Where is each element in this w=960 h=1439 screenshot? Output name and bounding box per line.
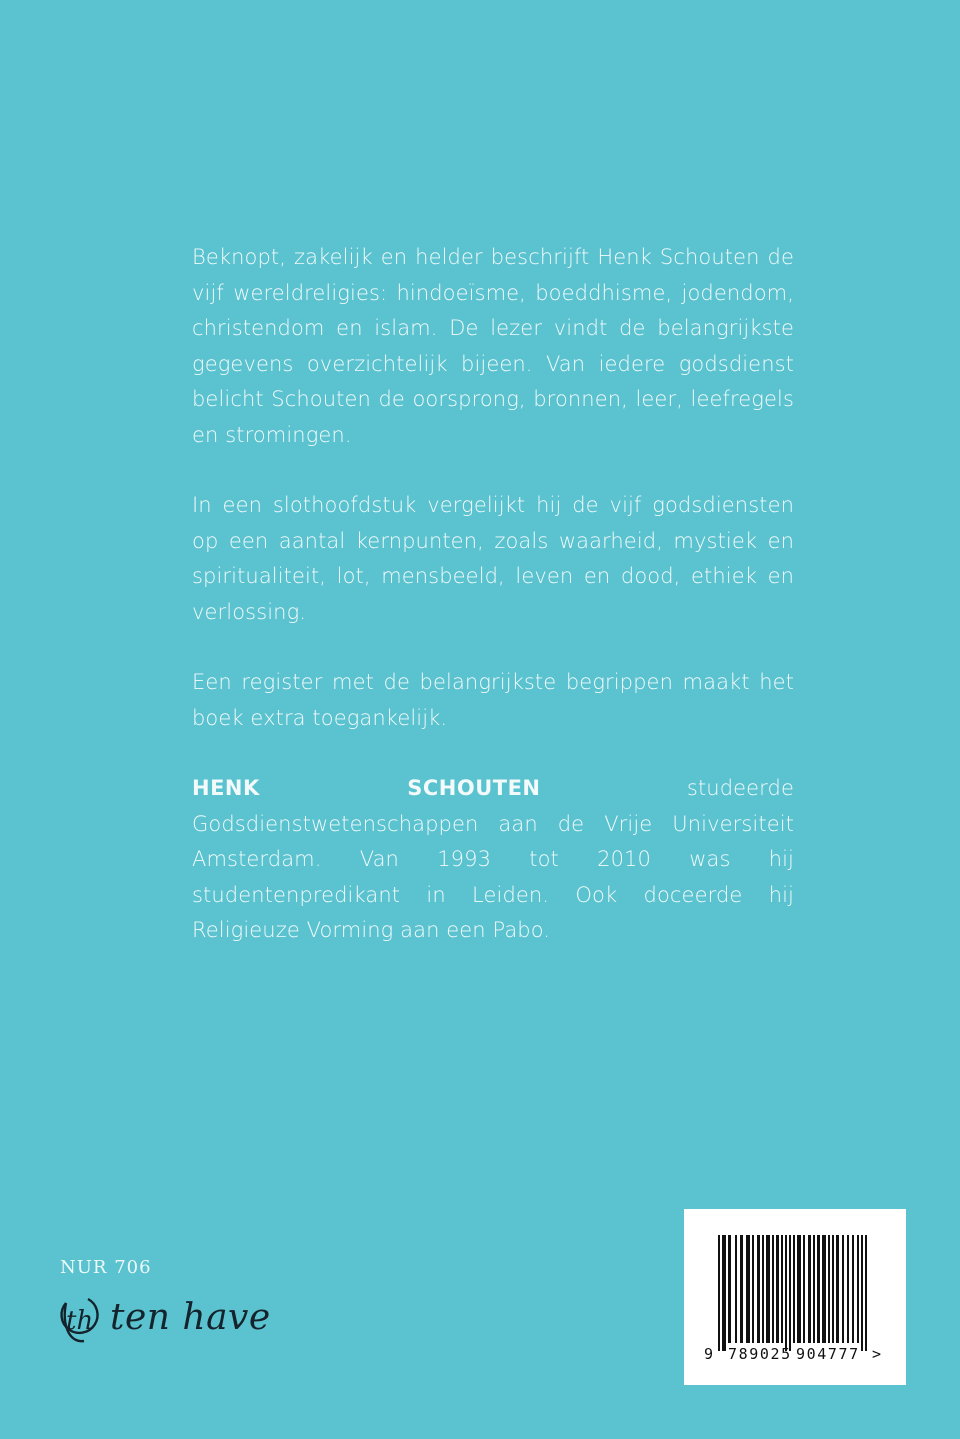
- svg-text:th: th: [66, 1306, 94, 1336]
- author-name: HENK SCHOUTEN: [192, 776, 541, 800]
- author-bio: [192, 771, 794, 949]
- barcode-icon: [684, 1209, 906, 1385]
- author-bio-text: studeerde Godsdienstwetenschappen aan de Vrije Universiteit Amsterdam. Van 1993 tot 2010 was hij studentenpredikant in Leiden. Ook doceerde hij Religieuze Vorming aan een Pabo.: [192, 776, 794, 942]
- svg-text:>: >: [872, 1345, 882, 1363]
- back-cover-blurb: [192, 240, 794, 984]
- blurb-paragraph-1: Beknopt, zakelijk en helder beschrijft Henk Schouten de vijf wereldreligies: hindoeïsme, boeddhisme, jodendom, christendom en islam. De lezer vindt de belangrijkste gegevens overzichtelijk bijeen. Van iedere godsdienst belicht Schouten de oorsprong, bronnen, leer, leefregels en stromingen.: [192, 245, 794, 447]
- blurb-paragraph-3: Een register met de belangrijkste begrippen maakt het boek extra toegankelijk.: [192, 670, 794, 730]
- nur-code: NUR 706: [60, 1257, 152, 1278]
- svg-text:904777: 904777: [796, 1345, 860, 1363]
- svg-text:789025: 789025: [728, 1345, 792, 1363]
- blurb-paragraph-2: In een slothoofdstuk vergelijkt hij de vijf godsdiensten op een aantal kernpunten, zoals waarheid, mystiek en spiritualiteit, lot, mensbeeld, leven en dood, ethiek en verlossing.: [192, 493, 794, 624]
- isbn-barcode: [684, 1209, 906, 1385]
- svg-text:9: 9: [704, 1345, 714, 1363]
- publisher-name: ten have: [110, 1296, 271, 1338]
- publisher-monogram-icon: [58, 1293, 98, 1341]
- publisher-logo: [58, 1293, 271, 1341]
